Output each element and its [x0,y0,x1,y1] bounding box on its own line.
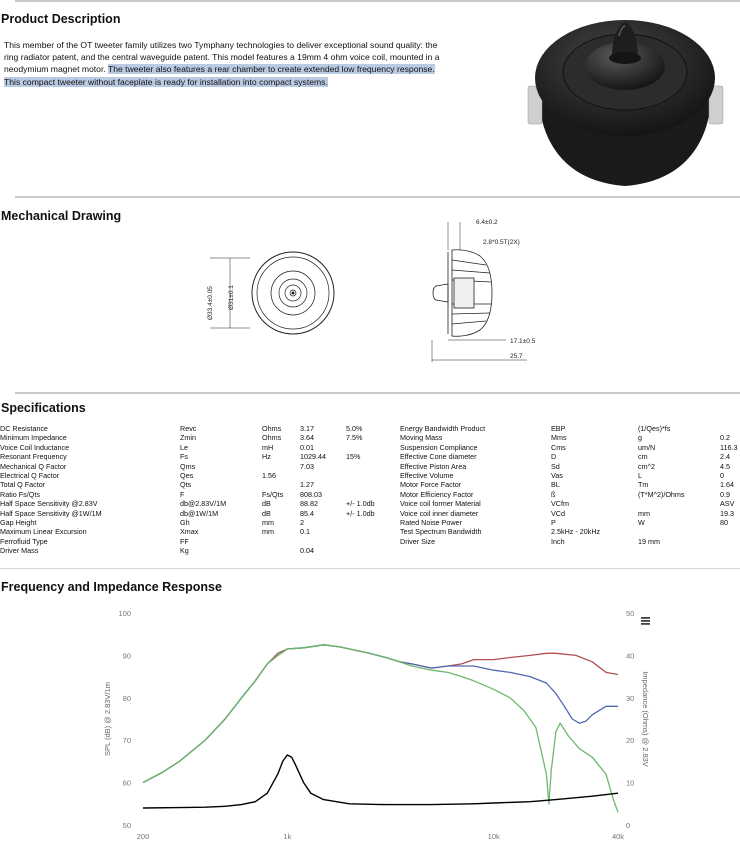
frequency-response-title: Frequency and Impedance Response [1,580,222,594]
spec-row [0,480,740,489]
side-view [433,250,492,336]
series-line-2 [143,645,618,813]
y-tick-right: 30 [626,693,635,703]
spec-cell-name2: Energy Bandwidth Product [400,424,486,433]
spec-cell-unit: dB [262,499,271,509]
spec-cell-name: Half Space Sensitivity @2.83V [0,499,98,509]
spec-row [0,452,740,461]
spec-cell-unit2: g [638,433,642,443]
y-tick-left: 100 [118,609,131,618]
spec-cell-sym2: VCfm [551,499,569,509]
spec-cell-unit2: (T*M^2)/Ohms [638,489,685,499]
spec-cell-unit: Hz [262,452,271,462]
spec-cell-sym2: Sd [551,461,560,471]
series-line-0 [143,645,618,783]
spec-cell-sym: FF [180,536,189,546]
spec-cell-name: Driver Mass [0,546,39,556]
product-description-text [4,39,444,88]
spec-cell-sym2: D [551,452,557,462]
spec-cell-sym: Revc [180,424,197,433]
spec-cell-val: 0.01 [300,442,314,452]
x-tick: 1k [283,832,292,841]
spec-cell-unit2: W [638,518,645,527]
series-line-1 [143,645,618,783]
spec-cell-val2: 1.64 [720,480,734,490]
spec-cell-val: 3.64 [300,433,314,443]
spec-cell-unit2: cm^2 [638,461,655,471]
mechanical-drawing [190,210,570,370]
spec-cell-name: Voice Coil Inductance [0,442,70,452]
spec-row [0,499,740,508]
spec-cell-name2: Motor Force Factor [400,480,462,490]
description-highlighted: The tweeter also features a rear chamber to create extended low frequency response. This compact tweeter without faceplate is ready for installation into compact systems. [4,64,435,87]
y-tick-left: 60 [122,778,131,788]
spec-cell-name2: Effective Piston Area [400,461,467,471]
spec-cell-val2: 0.9 [720,489,730,499]
spec-cell-sym2: BL [551,480,560,490]
spec-cell-unit: mm [262,527,274,537]
divider-specifications [15,392,740,394]
dim-outer: Ø33.4±0.05 [207,286,214,320]
y-tick-right: 20 [626,736,635,746]
spec-cell-val2: 0.2 [720,433,730,443]
spec-row [0,518,740,527]
spec-cell-unit2: cm [638,452,648,462]
spec-cell-name2: Voice coil former Material [400,499,481,509]
spec-cell-sym: Fs [180,452,188,462]
spec-cell-sym: Qes [180,471,194,480]
spec-cell-name: Gap Height [0,518,37,527]
spec-row [0,462,740,471]
spec-cell-name: DC Resistance [0,424,48,433]
spec-row [0,443,740,452]
spec-cell-sym: Kg [180,546,189,556]
spec-cell-unit: mm [262,518,274,527]
spec-cell-val: 85.4 [300,508,314,518]
dim-top: 6.4±0.2 [476,219,498,226]
frequency-impedance-chart [100,603,660,847]
spec-cell-val2: 19.3 [720,508,734,518]
divider-frequency [0,568,740,569]
spec-cell-val: 88.82 [300,499,318,509]
spec-cell-sym2: Cms [551,442,566,452]
spec-row [0,537,740,546]
hamburger-menu-icon [641,617,650,619]
spec-cell-val: 0.1 [300,527,310,537]
spec-cell-unit2: Tm [638,480,649,490]
spec-cell-sym2: ß [551,489,556,499]
spec-cell-val: 2 [300,518,304,527]
spec-cell-val: 3.17 [300,424,314,433]
dim-inner: Ø31±0.1 [228,285,235,310]
spec-cell-val2: 2.4 [720,452,730,462]
spec-cell-unit2: mm [638,508,650,518]
y-axis-title-right: Impedance (Ohms) @ 2.83V [641,671,650,767]
spec-cell-val: 808.03 [300,489,322,499]
spec-cell-sym: Qms [180,461,196,471]
spec-cell-sym2: 2.5kHz - 20kHz [551,527,601,537]
spec-cell-sym2: VCd [551,508,565,518]
mechanical-drawing-title: Mechanical Drawing [1,209,122,223]
spec-row [0,490,740,499]
dim-total: 25.7 [510,353,523,360]
spec-cell-name: Minimum Impedance [0,433,67,443]
spec-cell-name: Half Space Sensitivity @1W/1M [0,508,102,518]
hamburger-menu-icon [641,623,650,625]
description-plain: This member of the OT tweeter family utilizes two Tymphany technologies to deliver exceptional sound quality: the ring radiator patent, and the central waveguide patent. This model features a 19mm 4 ohm voice coil, mounted in a neodymium magnet motor. [4,40,440,75]
y-tick-right: 40 [626,651,635,661]
spec-cell-name: Electrical Q Factor [0,471,60,480]
spec-cell-name2: Motor Efficiency Factor [400,489,474,499]
divider-mechanical [15,196,740,198]
spec-row [0,527,740,536]
spec-cell-sym: F [180,489,185,499]
spec-cell-sym: db@2.83V/1M [180,499,227,509]
spec-cell-name: Total Q Factor [0,480,46,490]
spec-cell-val: 1029.44 [300,452,326,462]
spec-cell-val: 0.04 [300,546,314,556]
spec-cell-sym: Zmin [180,433,196,443]
y-tick-left: 70 [122,736,131,746]
spec-cell-sym2: Mms [551,433,567,443]
top-divider [15,0,740,2]
spec-cell-val2: 116.3 [720,442,738,452]
dim-slot: 2.8*0.5T(2X) [483,239,520,246]
y-tick-right: 50 [626,609,635,618]
spec-cell-sym: Gh [180,518,190,527]
spec-cell-tol: 7.5% [346,433,363,443]
spec-cell-unit: Ohms [262,424,282,433]
spec-cell-unit2: (1/Qes)*fs [638,424,671,433]
spec-cell-sym: db@1W/1M [180,508,219,518]
spec-cell-unit2: L [638,471,642,480]
spec-cell-tol: 5.0% [346,424,363,433]
product-description-title: Product Description [1,12,121,26]
y-tick-left: 80 [122,693,131,703]
spec-cell-name2: Driver Size [400,536,436,546]
spec-cell-name: Mechanical Q Factor [0,461,67,471]
hamburger-menu-icon [641,620,650,622]
spec-cell-sym: Qts [180,480,192,490]
y-axis-title-left: SPL (dB) @ 2.83V/1m [103,681,112,757]
y-tick-left: 90 [122,651,131,661]
spec-cell-name: Ratio Fs/Qts [0,489,40,499]
spec-cell-val2: 0 [720,471,724,480]
spec-row [0,471,740,480]
spec-cell-name: Maximum Linear Excursion [0,527,87,537]
spec-row [0,424,740,433]
spec-cell-name2: Suspension Compliance [400,442,478,452]
spec-cell-unit: dB [262,508,271,518]
product-photo [520,6,730,191]
dim-depth: 17.1±0.5 [510,338,536,345]
spec-cell-unit: 1.56 [262,471,276,480]
spec-cell-unit: Fs/Qts [262,489,284,499]
spec-cell-name: Ferrofluid Type [0,536,48,546]
spec-cell-val2: ASV [720,499,735,509]
spec-cell-sym: Xmax [180,527,199,537]
spec-cell-sym: Le [180,442,188,452]
specifications-title: Specifications [1,401,86,415]
spec-row [0,546,740,555]
spec-cell-unit2: um/N [638,442,656,452]
spec-cell-sym2: Inch [551,536,565,546]
spec-cell-sym2: P [551,518,556,527]
spec-cell-sym2: Vas [551,471,563,480]
y-tick-left: 50 [122,821,131,830]
spec-cell-name2: Moving Mass [400,433,443,443]
spec-cell-name2: Voice coil inner diameter [400,508,479,518]
spec-row [0,433,740,442]
spec-row [0,509,740,518]
spec-cell-name2: Test Spectrum Bandwidth [400,527,482,537]
spec-cell-val: 7.03 [300,461,314,471]
spec-cell-name2: Effective Volume [400,471,454,480]
spec-cell-name2: Rated Noise Power [400,518,462,527]
spec-cell-sym2: EBP [551,424,566,433]
spec-cell-unit2: 19 mm [638,536,660,546]
y-tick-right: 0 [626,821,631,830]
spec-cell-name2: Effective Cone diameter [400,452,477,462]
spec-cell-unit: Ohms [262,433,282,443]
spec-cell-tol: +/- 1.0db [346,508,375,518]
spec-cell-val: 1.27 [300,480,314,490]
y-tick-right: 10 [626,778,635,788]
x-tick: 10k [487,832,500,841]
spec-cell-unit: mH [262,442,274,452]
spec-cell-tol: 15% [346,452,361,462]
spec-cell-val2: 4.5 [720,461,730,471]
x-tick: 200 [136,832,150,841]
spec-cell-val2: 80 [720,518,728,527]
spec-cell-tol: +/- 1.0db [346,499,375,509]
spec-cell-name: Resonant Frequency [0,452,67,462]
x-tick: 40k [611,832,625,841]
